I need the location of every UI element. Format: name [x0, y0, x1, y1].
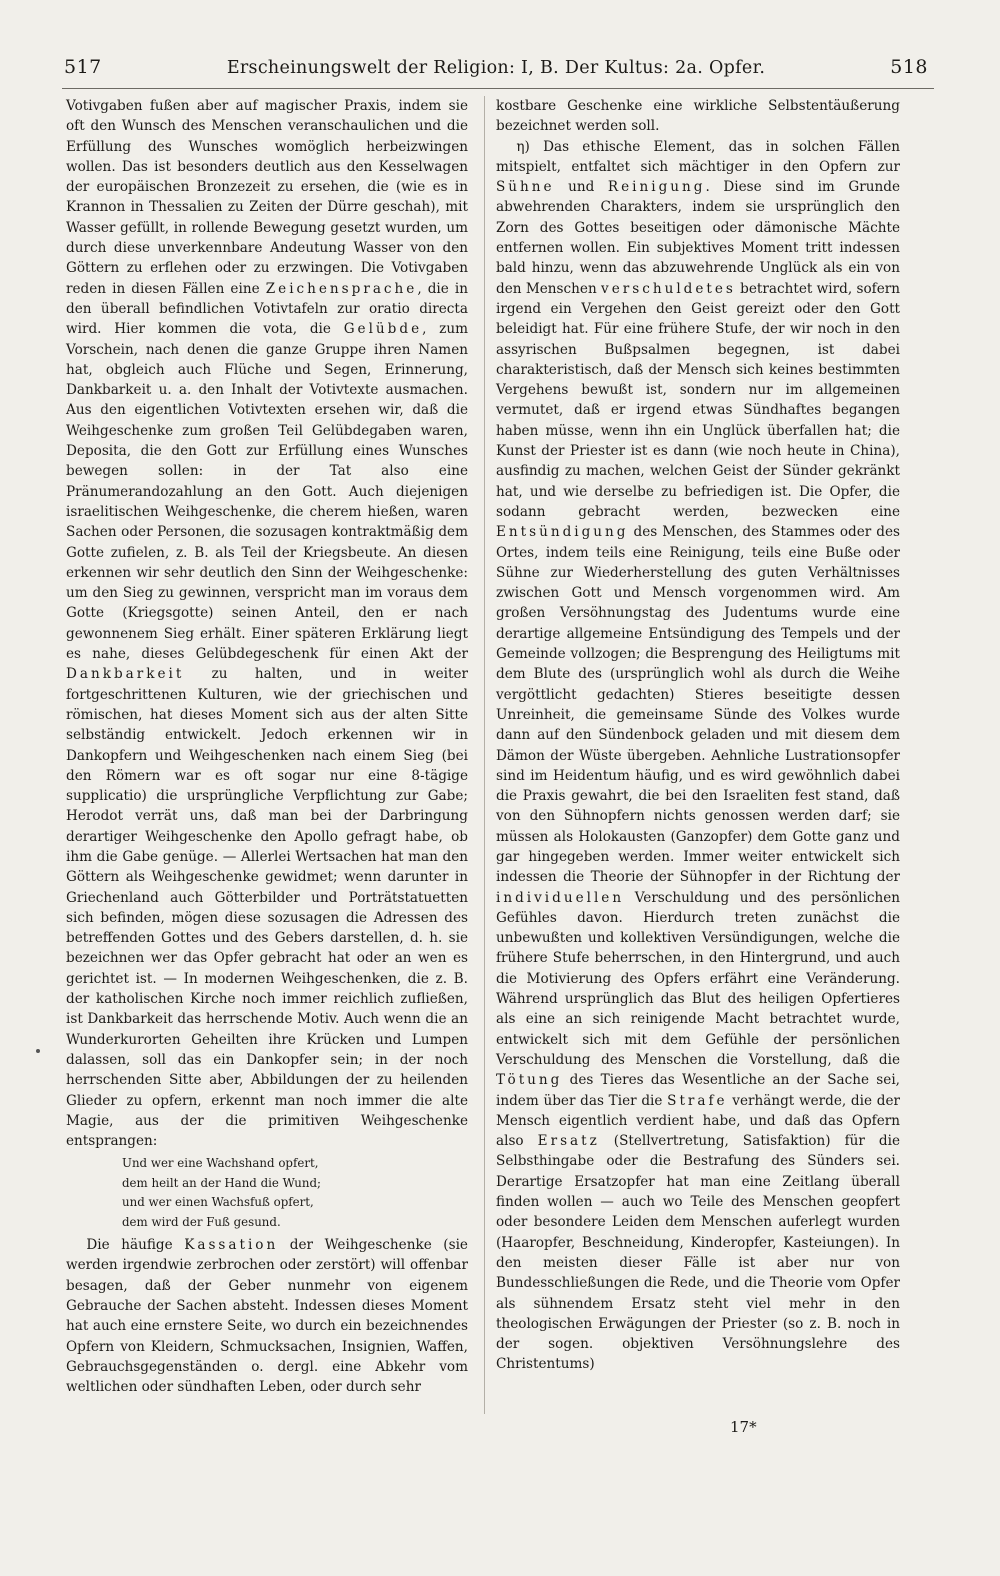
spaced-term: Zeichensprache — [265, 280, 418, 297]
spaced-term: verschuldetes — [601, 280, 736, 297]
signature-mark: 17* — [730, 1418, 757, 1436]
text-run: des Menschen, des Stammes oder des Ortes, indem teils eine Reinigung, teils eine Buße oder Sühne zur Wiederherstellung des guten Verhältnisses zwischen Gott und Mensch vorgenommen wird. Am großen Versöhnungstag des Judentums wurde eine derartige allgemeine Entsündigung des Tempels und der Gemeinde vollzogen; die Besprengung des Heiligtums mit dem Blute des (ursprünglich wohl als durch die Weihe vergöttlicht gedachten) Stieres beseitigte dessen Unreinheit, die gemeinsame Sünde des Volkes wurde dann auf den Sündenbock geladen und mit diesem dem Dämon der Wüste übergeben. Aehnliche Lustrationsopfer sind im Heidentum häufig, und es wird gewöhnlich dabei die Praxis gewahrt, die bei den Israeliten fest stand, daß von den Sühnopfern nichts genossen werden darf; sie müssen als Holokausten (Ganzopfer) dem Gotte ganz und gar hingegeben werden. Immer weiter entwickelt sich indessen die Theorie der Sühnopfer in der Richtung der — [496, 524, 900, 886]
text-run: Die häufige — [86, 1237, 185, 1254]
margin-speck — [36, 1049, 40, 1053]
text-run: zu halten, und in weiter fortgeschrittenen Kulturen, wie der griechischen und römischen, hat dieses Moment sich aus der alten Sitte selbständig entwickelt. Jedoch erkennen wir in Dankopfern und Weihgeschenken nach einem Sieg (bei den Römern war es oft sogar nur eine 8-tägige supplicatio) die ursprüngliche Verpflichtung zur Gabe; Herodot verrät uns, daß man bei der Darbringung derartiger Weihgeschenke den Apollo gefragt habe, ob ihm die Gabe genüge. — Allerlei Wertsachen hat man den Göttern als Weihgeschenke gewidmet; wenn darunter in Griechenland auch Götterbilder und Porträtstatuetten sich befinden, mögen diese sozusagen die Adressen des betreffenden Gottes und des Gebers darstellen, d. h. sie bezeichnen wer das Opfer gebracht hat oder an wen es gerichtet ist. — In modernen Weihgeschenken, die z. B. der katholischen Kirche noch immer reichlich zufließen, ist Dankbarkeit das herrschende Motiv. Auch wenn die an Wunderkurorten Geheilten ihre Krücken und Lumpen dalassen, soll das ein Dankopfer sein; in der noch herrschenden Sitte aber, Abbildungen der zu heilenden Glieder zu opfern, erkennt man noch immer die alte Magie, aus der die primitiven Weihgeschenke entsprangen: — [66, 666, 468, 1150]
column-divider — [484, 96, 485, 1414]
text-run: Votivgaben fußen aber auf magischer Praxis, indem sie oft den Wunsch des Menschen veranschaulichen und die Erfüllung des Wunsches womöglich herbeizwingen wollen. Das ist besonders deutlich aus den Kesselwagen der europäischen Bronzezeit zu ersehen, die (wie es in Krannon in Thessalien zu Zeiten der Dürre geschah), mit Wasser gefüllt, in rollende Bewegung gesetzt wurden, um durch diese unverkennbare Andeutung Wasser von den Göttern zu erflehen oder zu erzwingen. Die Votivgaben reden in diesen Fällen eine — [66, 98, 468, 297]
spaced-term: Sühne — [496, 179, 555, 196]
header-rule — [62, 88, 934, 89]
text-run: . Diese sind im Grunde abwehrenden Charakters, indem sie ursprünglich den Zorn des Gottes beseitigen oder dämonische Mächte entfernen wollen. Ein subjektives Moment tritt indessen bald hinzu, wenn das abzuwehrende Unglück als ein von den Menschen — [496, 179, 900, 297]
text-run: , zum Vorschein, nach denen die ganze Gruppe ihren Namen hat, obgleich auch Flüche und Segen, Erinnerung, Dankbarkeit u. a. den Inhalt der Votivtexte ausmachen. Aus den eigentlichen Votivtexten ersehen wir, daß die Weihgeschenke zum großen Teil Gelübdegaben waren, Deposita, die den Gott zur Erfüllung eines Wunsches bewegen sollen: in der Tat also eine Pränumerandozahlung an den Gott. Auch diejenigen israelitischen Weihgeschenke, die cherem hießen, waren Sachen oder Personen, die sozusagen kontraktmäßig dem Gotte zufielen, z. B. als Teil der Kriegsbeute. An diesen erkennen wir sehr deutlich den Sinn der Weihgeschenke: um den Sieg zu gewinnen, verspricht man im voraus dem Gotte (Kriegsgotte) seinen Anteil, den er nach gewonnenem Sieg erhält. Einer späteren Erklärung liegt es nahe, dieses Gelübdegeschenk für einen Akt der — [66, 321, 468, 663]
text-run: , die in den überall befindlichen Votivtafeln zur oratio directa wird. Hier kommen die vota, die — [66, 280, 468, 338]
spaced-term: individuellen — [496, 889, 625, 906]
spaced-term: Dankbarkeit — [66, 666, 185, 683]
spaced-term: Reinigung — [607, 179, 706, 196]
spaced-term: Gelübde — [343, 321, 423, 338]
spaced-term: Ersatz — [537, 1133, 600, 1150]
left-paragraph-2 — [66, 1235, 468, 1397]
right-paragraph-2 — [496, 137, 900, 1375]
spaced-term: Kassation — [184, 1237, 279, 1254]
text-run: verhängt werde, die der Mensch eigentlich verdient habe, und daß das Opfern also — [496, 1092, 900, 1150]
verse-line: Und wer eine Wachshand opfert, — [122, 1156, 319, 1171]
left-column — [66, 96, 468, 1397]
verse-line: dem heilt an der Hand die Wund; — [122, 1175, 322, 1190]
spaced-term: Entsündigung — [496, 524, 629, 541]
verse-line: dem wird der Fuß gesund. — [122, 1214, 281, 1229]
page-number-left: 517 — [64, 56, 102, 78]
spaced-term: Tötung — [496, 1072, 563, 1089]
right-paragraph-1: kostbare Geschenke eine wirkliche Selbstentäußerung bezeichnet werden soll. — [496, 98, 900, 135]
spaced-term: Strafe — [667, 1092, 728, 1109]
right-column — [496, 96, 900, 1375]
text-run: der Weihgeschenke (sie werden irgendwie zerbrochen oder zerstört) will offenbar besagen, daß der Geber nunmehr von eigenem Gebrauche der Sachen absteht. Indessen dieses Moment hat auch eine ernstere Seite, wo durch ein bezeichnendes Opfern von Kleidern, Schmucksachen, Insignien, Waffen, Gebrauchsgegenständen o. dergl. eine Abkehr vom weltlichen oder sündhaften Leben, oder durch sehr — [66, 1237, 468, 1396]
running-head-title: Erscheinungswelt der Religion: I, B. Der Kultus: 2a. Opfer. — [226, 58, 766, 78]
verse-line: und wer einen Wachsfuß opfert, — [122, 1195, 314, 1210]
text-run: und — [554, 179, 608, 196]
text-run: (Stellvertretung, Satisfaktion) für die Selbsthingabe oder die Bestrafung des Sünders sei. Derartige Ersatzopfer hat man eine Zeitlang überall finden wollen — auch wo Teile des Menschen geopfert oder besondere Leiden dem Menschen auferlegt wurden (Haaropfer, Beschneidung, Kinderopfer, Kasteiungen). In den meisten dieser Fälle ist aber nur von Bundesschließungen die Rede, und die Theorie vom Opfer als sühnendem Ersatz steht viel mehr in den theologischen Erwägungen der Priester (so z. B. noch in der sogen. objektiven Versöhnungslehre des Christentums) — [496, 1133, 901, 1373]
text-run: η) Das ethische Element, das in solchen Fällen mitspielt, entfaltet sich mächtiger in den Opfern zur — [496, 138, 900, 175]
quoted-verse — [122, 1154, 468, 1232]
text-run: des Tieres das Wesentliche an der Sache sei, indem über das Tier die — [496, 1072, 900, 1109]
text-run: Verschuldung und des persönlichen Gefühles davon. Hierdurch treten zunächst die unbewußten und kollektiven Versündigungen, welche die frühere Stufe beherrschen, in den Hintergrund, und auch die Motivierung des Opfers erfährt eine Veränderung. Während ursprünglich das Blut des heiligen Opfertieres als eine an sich reinigende Macht betrachtet wurde, entwickelt sich mit dem Gefühle der persönlichen Verschuldung des Menschen die Vorstellung, daß die — [496, 889, 900, 1068]
running-head — [64, 56, 928, 78]
left-paragraph-1 — [66, 96, 468, 1151]
text-run: betrachtet wird, sofern irgend ein Vergehen den Geist gereizt oder den Gott beleidigt hat. Für eine frühere Stufe, der wir noch in den assyrischen Bußpsalmen begegnen, ist dabei charakteristisch, daß der Mensch sich keines bestimmten Vergehens bewußt ist, sondern nur im allgemeinen vermutet, daß er irgend etwas Sündhaftes begangen haben müsse, wenn ihn ein Unglück überfallen hat; die Kunst der Priester ist es dann (wie noch heute in China), ausfindig zu machen, welchen Geist der Sünder gekränkt hat, und wie derselbe zu befriedigen ist. Die Opfer, die sodann gebracht werden, bezwecken eine — [496, 280, 900, 520]
page-number-right: 518 — [890, 56, 928, 78]
